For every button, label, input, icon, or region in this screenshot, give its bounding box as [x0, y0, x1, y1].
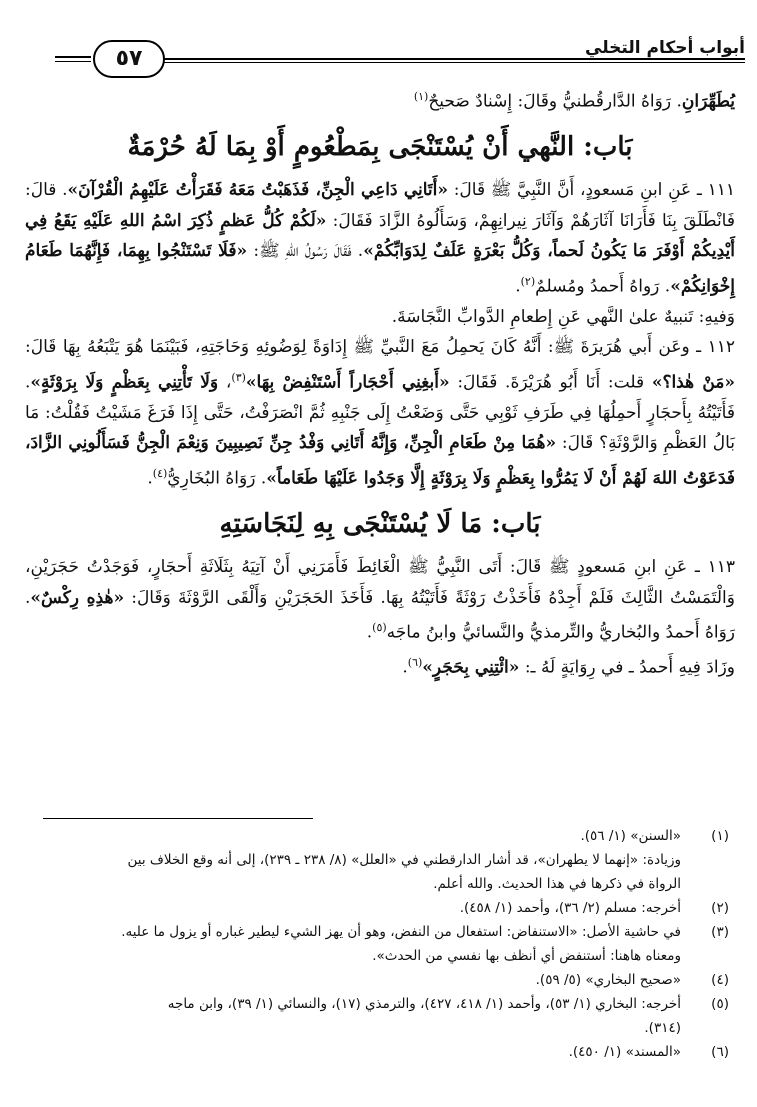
- text: . رَواهُ أَحمدُ ومُسلمٌ: [535, 276, 671, 297]
- hadith-number: ١١٣ ـ: [694, 557, 736, 578]
- footnote-number: (٢): [711, 900, 729, 916]
- footnote: [29, 992, 729, 1040]
- footnote-line: في حاشية الأصل: «الاستنفاض: استفعال من النفض، وهو أن يهز الشيء ليطير غباره أو يزول ما عليه.: [121, 924, 681, 940]
- footnote-text: [29, 896, 681, 920]
- footnote-line: أخرجه: البخاري (١/ ٥٣)، وأحمد (١/ ٤١٨، ٤٢٧)، والترمذي (١٧)، والنسائي (١/ ٣٩)، وابن ماجه: [167, 996, 681, 1012]
- header-rule: [150, 58, 745, 60]
- text: . رَوَاهُ أَحمدُ والبُخاريُّ والتِّرمذيُّ والنَّسائيُّ وابنُ ماجَه: [25, 587, 735, 643]
- footnote-line: الرواة في ذكرها في هذا الحديث. والله أعلم.: [433, 876, 681, 892]
- footnote: [29, 896, 729, 920]
- quote-text: «هٰذِهِ رِكْسٌ»: [30, 587, 125, 608]
- footnote-ref: (٢): [520, 274, 536, 288]
- hadith-number: ١١١ ـ: [696, 180, 736, 201]
- quote-text: «لَكُمْ كُلُّ عَظمٍ ذُكِرَ اسْمُ اللهِ عَلَيْهِ يَقَعُ فِي أَيْدِيكُمْ أَوْفَرَ مَا يَكُونُ لَحماً، وَكُلُّ بَعْرَةٍ عَلَفٌ لِدَوَابِّكُمْ»: [25, 210, 735, 262]
- footnote: [29, 1040, 729, 1064]
- chapter-heading: بَاب: مَا لَا يُسْتَنْجَى بِهِ لِنَجَاسَتِهِ: [219, 509, 541, 540]
- footnote-line: ومعناه هاهنا: أستنفض أي أنظف بها نفسي من الحدث».: [372, 948, 681, 964]
- footnote-ref: (٤): [152, 466, 168, 480]
- chapter-title: أبواب أحكام التخلي: [585, 38, 745, 58]
- quote-text: «فَلَا تَسْتَنْجُوا بِهِمَا، فَإِنَّهُمَا طَعَامُ إِخْوَانِكُمْ»: [25, 241, 735, 297]
- footnote-line: «المسند» (١/ ٤٥٠).: [568, 1044, 681, 1060]
- chapter-heading: بَاب: النَّهي أَنْ يُسْتَنْجَى بِمَطْعُومٍ أَوْ بِمَا لَهُ حُرْمَةٌ: [127, 132, 633, 163]
- text: . رَوَاهُ البُخَارِيُّ: [167, 468, 267, 489]
- note-line: وَفيهِ: تَنبيهٌ علىٰ النَّهي عَنِ إِطعامِ الدَّوابِّ النَّجَاسَةَ.: [391, 306, 735, 327]
- hadith-111: ١١١ ـ عَنِ ابنِ مَسعودٍ، أَنَّ النَّبِيَّ ﷺ قَالَ: «أَتَانِي دَاعِي الْجِنِّ، فَذَهَبْتُ مَعَهُ فَقَرَأْتُ عَلَيْهِمُ الْقُرْآنَ». قالَ: فَانْطَلَقَ بِنَا فَأَرَانَا آثَارَهُمْ وَآثَارَ نِيرانِهِمْ، وَسَأَلُوهُ الزَّادَ فَقَالَ: «لَكُمْ كُلُّ عَظمٍ ذُكِرَ اسْمُ اللهِ عَلَيْهِ يَقَعُ فِي أَيْدِيكُمْ أَوْفَرَ مَا يَكُونُ لَحماً، وَكُلُّ بَعْرَةٍ عَلَفٌ لِدَوَابِّكُمْ». فَقَالَ رَسُولُ اللهِ ﷺ: «فَلَا تَسْتَنْجُوا بِهِمَا، فَإِنَّهُمَا طَعَامُ إِخْوَانِكُمْ». رَواهُ أَحمدُ ومُسلمٌ$^{(٢)}$.: [25, 180, 736, 297]
- text: وزَادَ فِيهِ أَحمدُ ـ في رِوَايَةٍ لَهُ ـ:: [519, 657, 735, 678]
- bold-text: يُطَهِّرَانِ: [681, 91, 735, 112]
- footnote-line: وزيادة: «إنهما لا يطهران»، قد أشار الدارقطني في «العلل» (٨/ ٢٣٨ ـ ٢٣٩)، إلى أنه وقع الخلاف بين: [127, 852, 681, 868]
- quote-text: وَلَا تَأْتِنِي بِعَظْمٍ وَلَا بِرَوْثَةٍ»: [30, 372, 219, 393]
- footnote-ref: (٥): [372, 621, 387, 635]
- footnotes: [29, 824, 729, 1064]
- footnote: [29, 920, 729, 968]
- footnote-line: «السنن» (١/ ٥٦).: [580, 828, 681, 844]
- text: . قالَ: فَانْطَلَقَ بِنَا فَأَرَانَا آثَارَهُمْ وَآثَارَ نِيرانِهِمْ، وَسَأَلُوهُ الزَّادَ فَقَالَ:: [25, 180, 735, 231]
- footnote-text: [29, 1040, 681, 1064]
- footnote-line: أخرجه: مسلم (٢/ ٣٦)، وأحمد (١/ ٤٥٨).: [459, 900, 681, 916]
- text: . رَوَاهُ الدَّارقُطنيُّ وقَالَ: إِسْنادٌ صَحيحٌ: [428, 91, 682, 112]
- header-rule-left: [55, 56, 91, 58]
- quote-text: «هُمَا مِنْ طَعَامِ الْجِنِّ، وَإِنَّهُ أَتَانِي وَفْدُ جِنِّ نَصِيبِينَ وَنِعْمَ الْجِنُّ فَسَأَلُونِي الزَّادَ، فَدَعَوْتُ اللهَ لَهُمْ أَنْ لَا يَمُرُّوا بِعَظْمٍ وَلَا بِرَوْثَةٍ إِلَّا وَجَدُوا عَلَيْهَا طَعَاماً»: [25, 433, 735, 489]
- text: قلت: أَنَا أَبُو هُرَيْرَةَ. فَقَالَ:: [449, 372, 652, 393]
- footnote: [29, 824, 729, 896]
- text: ،: [218, 372, 232, 393]
- text: وعَن أَبي هُرَيرَةَ ﷺ: أَنَّهُ كَانَ يَحمِلُ مَعَ النَّبيِّ ﷺ إِدَاوَةً لِوَضُوئِهِ وَحَاجَتِهِ، فَبَيْنَمَا هُوَ يَتْبَعُهُ بِهَا قَالَ:: [25, 337, 697, 358]
- main-text: [25, 82, 735, 683]
- footnote-text: [29, 992, 681, 1040]
- footnote-number: (٦): [711, 1044, 729, 1060]
- footnote-number: (٣): [711, 924, 729, 940]
- paragraph-continuation: [25, 82, 735, 117]
- header-rule-left-thin: [55, 61, 91, 62]
- text: . فَأَتَيْتُهُ بِأَحجَارٍ أَحمِلُهَا فِي طَرَفِ ثَوْبِي حَتَّى وَضَعْتُ إِلَى جَنْبِهِ ثُمَّ انْصَرَفْتُ، حَتَّى إِذَا فَرَغَ مَشَيْتُ فَقُلْتُ: مَا بَالُ العَظْمِ وَالرَّوْثَةِ؟ قَالَ:: [25, 372, 735, 454]
- page-header: [55, 34, 745, 80]
- footnote: [29, 968, 729, 992]
- footnote-number: (٥): [711, 996, 729, 1012]
- footnote-number: (٤): [711, 972, 729, 988]
- footnote-separator: [43, 818, 313, 819]
- text: عَنِ ابنِ مَسعودٍ، أَنَّ النَّبِيَّ ﷺ قَالَ:: [447, 180, 697, 201]
- footnote-ref: (١): [413, 90, 429, 103]
- footnote-ref: (٦): [407, 656, 423, 670]
- quote-text: «مَنْ هٰذا؟»: [651, 372, 735, 393]
- page-number: ٥٧: [93, 40, 165, 78]
- footnote-text: [29, 824, 681, 896]
- text: عَنِ ابنِ مَسعودٍ ﷺ قَالَ: أَتَى النَّبِيُّ ﷺ الْغَائِطَ فَأَمَرَنِي أَنْ آتِيَهُ بِثَلَاثَةِ أَحجَارٍ، فَوَجَدْتُ حَجَرَيْنِ، وَالْتَمَسْتُ الثَّالِثَ فَلَمْ أَجِدْهُ فَأَخَذْتُ رَوْثَةً فَأَتَيْتُهُ بِهَا. فَأَخَذَ الحَجَرَيْنِ وَأَلْقَى الرَّوْثَةَ وَقَالَ:: [25, 557, 735, 608]
- quote-text: «أَبغِنِي أَحْجَاراً أَسْتَنْفِضْ بِهَا»: [245, 372, 450, 393]
- footnote-text: [29, 968, 681, 992]
- footnote-line: «صحيح البخاري» (٥/ ٥٩).: [535, 972, 681, 988]
- footnote-text: [29, 920, 681, 968]
- quote-text: «أَتَانِي دَاعِي الْجِنِّ، فَذَهَبْتُ مَعَهُ فَقَرَأْتُ عَلَيْهِمُ الْقُرْآنَ»: [67, 180, 448, 201]
- hadith-113-addition: وزَادَ فِيهِ أَحمدُ ـ في رِوَايَةٍ لَهُ ـ: «ائْتِنِي بِحَجَرٍ»$^{(٦)}$.: [402, 656, 735, 678]
- hadith-112: ١١٢ ـ وعَن أَبي هُرَيرَةَ ﷺ: أَنَّهُ كَانَ يَحمِلُ مَعَ النَّبيِّ ﷺ إِدَاوَةً لِوَضُوئِهِ وَحَاجَتِهِ، فَبَيْنَمَا هُوَ يَتْبَعُهُ بِهَا قَالَ: «مَنْ هٰذا؟» قلت: أَنَا أَبُو هُرَيْرَةَ. فَقَالَ: «أَبغِنِي أَحْجَاراً أَسْتَنْفِضْ بِهَا»$^{(٣)}$، وَلَا تَأْتِنِي بِعَظْمٍ وَلَا بِرَوْثَةٍ». فَأَتَيْتُهُ بِأَحجَارٍ أَحمِلُهَا فِي طَرَفِ ثَوْبِي حَتَّى وَضَعْتُ إِلَى جَنْبِهِ ثُمَّ انْصَرَفْتُ، حَتَّى إِذَا فَرَغَ مَشَيْتُ فَقُلْتُ: مَا بَالُ العَظْمِ وَالرَّوْثَةِ؟ قَالَ: «هُمَا مِنْ طَعَامِ الْجِنِّ، وَإِنَّهُ أَتَانِي وَفْدُ جِنِّ نَصِيبِينَ وَنِعْمَ الْجِنُّ فَسَأَلُونِي الزَّادَ، فَدَعَوْتُ اللهَ لَهُمْ أَنْ لَا يَمُرُّوا بِعَظْمٍ وَلَا بِرَوْثَةٍ إِلَّا وَجَدُوا عَلَيْهَا طَعَاماً». رَوَاهُ البُخَارِيُّ$^{(٤)}$.: [25, 337, 735, 489]
- quote-text: «ائْتِنِي بِحَجَرٍ»: [422, 657, 520, 678]
- footnote-ref: (٣): [231, 370, 246, 384]
- hadith-number: ١١٢ ـ: [696, 337, 735, 358]
- hadith-113: ١١٣ ـ عَنِ ابنِ مَسعودٍ ﷺ قَالَ: أَتَى النَّبِيُّ ﷺ الْغَائِطَ فَأَمَرَنِي أَنْ آتِيَهُ بِثَلَاثَةِ أَحجَارٍ، فَوَجَدْتُ حَجَرَيْنِ، وَالْتَمَسْتُ الثَّالِثَ فَلَمْ أَجِدْهُ فَأَخَذْتُ رَوْثَةً فَأَتَيْتُهُ بِهَا. فَأَخَذَ الحَجَرَيْنِ وَأَلْقَى الرَّوْثَةَ وَقَالَ: «هٰذِهِ رِكْسٌ». رَوَاهُ أَحمدُ والبُخاريُّ والتِّرمذيُّ والنَّسائيُّ وابنُ ماجَه$^{(٥)}$.: [25, 557, 736, 643]
- header-rule-thin: [150, 62, 745, 63]
- footnote-line: (٣١٤).: [644, 1020, 681, 1036]
- footnote-number: (١): [711, 828, 729, 844]
- text: . فَقَالَ رَسُولُ اللهِ ﷺ:: [247, 241, 364, 262]
